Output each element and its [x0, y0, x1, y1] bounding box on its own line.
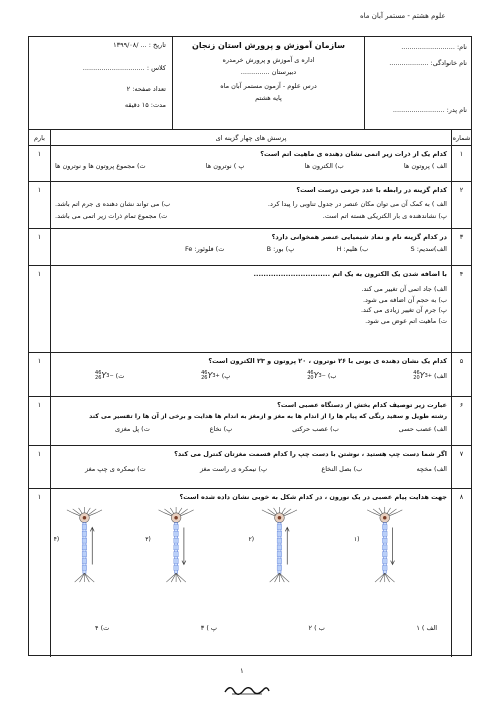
option-a[interactable]: الف) جاد اتمی آن تغییر می کند.: [361, 285, 447, 293]
question-body: [55, 149, 447, 171]
neuron-figures: [53, 506, 447, 584]
option-label: ب): [327, 372, 337, 380]
exam-title: درس علوم - آزمون مستمر آبان ماه: [220, 82, 317, 90]
option-a[interactable]: الف) مخچه: [416, 465, 447, 473]
date-label: تاریخ :: [148, 41, 166, 49]
surname-field: نام خانوادگی: ...................: [389, 59, 467, 67]
option-b[interactable]: ب) بصل النخاع: [321, 465, 363, 473]
myelin-segment: [382, 545, 387, 550]
question-text: اگر شما دست چپ هستید ، نوشتن با دست چپ را کدام قسمت مغزتان کنترل می کند؟: [174, 450, 447, 458]
myelin-segment: [277, 545, 282, 550]
myelin-segment: [174, 559, 179, 564]
ion-formula: 46 20 Y 3+: [413, 370, 432, 381]
question-score: ۱: [29, 489, 51, 657]
option-a[interactable]: [413, 371, 447, 381]
class-field: کلاس : ..............................: [82, 64, 166, 72]
myelin-segment: [82, 525, 87, 530]
score-header: بارم: [29, 130, 51, 145]
exam-info: [29, 37, 172, 129]
options: [55, 211, 447, 221]
myelin-segment: [382, 538, 387, 543]
name-label: نام:: [456, 43, 467, 51]
myelin-segment: [382, 559, 387, 564]
question-row: [29, 146, 471, 182]
ion-formula: 46 20 Y 3−: [307, 370, 326, 381]
school-info: [172, 37, 364, 129]
option-c[interactable]: پ) جرم آن تغییر زیادی می کند.: [360, 306, 447, 314]
axon-terminal: [166, 573, 176, 582]
option-d[interactable]: ت) ۴: [95, 624, 110, 632]
options: [55, 464, 447, 474]
student-info: [364, 37, 471, 129]
page-number: ۱: [240, 667, 244, 675]
option-a[interactable]: الف ) ۱: [416, 624, 437, 632]
figure-number: (۱: [353, 537, 360, 544]
question-body: [55, 400, 447, 434]
axon-terminal: [385, 573, 395, 582]
question-body: [55, 492, 447, 653]
question-text: کدام گزینه در رابطه با عدد جرمی درست است؟: [296, 186, 447, 194]
question-score: ۱: [29, 397, 51, 445]
options: [55, 284, 447, 326]
class-label: کلاس :: [146, 64, 166, 72]
date-value: ... /۱۳۹۹/۰۸: [113, 41, 147, 49]
question-text: کدام یک نشان دهنده ی یونی با ۲۶ نوترون ، ۲۰ پروتون و ۲۳ الکترون است؟: [208, 357, 447, 365]
option-d[interactable]: ت) مجموع تمام ذرات زیر اتمی می باشد.: [55, 212, 168, 220]
question-text: در کدام گزینه نام و نماد شیمیایی عنصر همخوانی دارد؟: [271, 233, 447, 241]
figure-number: (۳: [145, 537, 151, 544]
question-score: ۱: [29, 229, 51, 265]
axon-terminal: [176, 573, 186, 582]
option-d[interactable]: [95, 371, 124, 381]
option-b[interactable]: ب ) ۲: [308, 624, 325, 632]
father-field: نام پدر: .........................: [392, 106, 467, 114]
question-row: [29, 266, 471, 353]
question-number: ۳: [451, 229, 471, 265]
option-b[interactable]: ب) هلیم: H: [336, 245, 369, 253]
axon-terminal: [84, 573, 89, 582]
nucleus: [278, 516, 282, 520]
question-number: ۶: [451, 397, 471, 445]
axon-terminal: [270, 573, 280, 582]
axon-terminal: [279, 573, 284, 582]
question-number: ۱: [451, 146, 471, 181]
myelin-segment: [382, 525, 387, 530]
myelin-segment: [174, 538, 179, 543]
question-text: جهت هدایت پیام عصبی در یک نورون ، در کدام شکل به خوبی نشان داده شده است؟: [179, 493, 447, 501]
myelin-segment: [382, 565, 387, 570]
exam-header: [29, 37, 471, 130]
option-a[interactable]: الف) عصب حسی: [398, 425, 447, 433]
question-description: رشته طویل و سفید رنگی که پیام ها را از اندام ها به مغز و ازمغز به اندام ها هدایت و برخی از آن ها را تفسیر می کند: [89, 413, 447, 420]
myelin-segment: [382, 552, 387, 557]
myelin-segment: [82, 531, 87, 536]
myelin-segment: [277, 552, 282, 557]
option-c[interactable]: پ) نخاع: [209, 425, 233, 433]
question-body: [55, 449, 447, 474]
option-c[interactable]: پ) بور: B: [266, 245, 295, 253]
question-text: کدام یک از ذرات زیر اتمی نشان دهنده ی ماهیت اتم است؟: [260, 150, 447, 158]
question-text: با اضافه شدن یک الکترون به یک اتم ...............................: [253, 270, 447, 278]
option-c[interactable]: پ) نیمکره ی راست مغز: [199, 465, 268, 473]
question-score: ۱: [29, 266, 51, 352]
page-count: تعداد صفحه: ۲: [126, 85, 166, 93]
options: [55, 161, 447, 171]
number-header: شماره: [451, 130, 471, 145]
option-c[interactable]: پ ) نوترون ها: [205, 162, 245, 170]
axon-terminal: [385, 573, 390, 582]
father-label: نام پدر:: [446, 106, 467, 114]
option-c[interactable]: [201, 371, 230, 381]
myelin-segment: [82, 552, 87, 557]
myelin-segment: [174, 525, 179, 530]
option-label: ت): [115, 372, 125, 380]
school-field: دبیرستان ..............: [240, 68, 297, 76]
myelin-segment: [174, 545, 179, 550]
surname-label: نام خانوادگی:: [430, 59, 467, 67]
school-label: دبیرستان: [271, 68, 297, 76]
axon-terminal: [84, 573, 94, 582]
question-number: ۴: [451, 266, 471, 352]
myelin-segment: [277, 559, 282, 564]
option-d[interactable]: ت) فلوئور: Fe: [185, 245, 225, 253]
question-text: عبارت زیر توصیف کدام بخش از دستگاه عصبی است؟: [277, 401, 447, 409]
option-d[interactable]: ت) مجموع پروتون ها و نوترون ها: [55, 162, 146, 170]
option-a[interactable]: الف)سدیم: S: [410, 245, 447, 253]
nucleus: [83, 516, 87, 520]
option-c[interactable]: پ) نشاندهنده ی بار الکتریکی هسته اتم است.: [322, 212, 447, 220]
question-row: [29, 446, 471, 489]
neuron-options: [55, 624, 447, 632]
axon-terminal: [279, 573, 289, 582]
question-score: ۱: [29, 353, 51, 396]
date-field: [35, 41, 166, 50]
nucleus: [174, 516, 178, 520]
axon-terminal: [75, 573, 85, 582]
question-body: [55, 185, 447, 221]
nucleus: [383, 516, 387, 520]
option-b[interactable]: ب) الکترون ها: [304, 162, 344, 170]
question-body: [55, 356, 447, 381]
ion-formula: 46 26 Y 3−: [95, 370, 114, 381]
options: [55, 244, 447, 254]
myelin-segment: [382, 531, 387, 536]
option-d[interactable]: ت) پل مغزی: [115, 425, 150, 433]
myelin-segment: [82, 538, 87, 543]
myelin-segment: [277, 531, 282, 536]
options: [55, 424, 447, 434]
signature-logo: [222, 682, 272, 696]
myelin-segment: [82, 545, 87, 550]
org-title: سازمان آموزش و پرورش استان زنجان: [191, 41, 346, 50]
question-row: [29, 182, 471, 229]
department: اداره ی آموزش و پرورش خرمدره: [222, 56, 315, 64]
question-row: [29, 489, 471, 657]
axon-terminal: [171, 573, 176, 582]
option-b[interactable]: [307, 371, 336, 381]
duration: مدت: ۱۵ دقیقه: [124, 101, 166, 109]
option-d[interactable]: ت) ماهیت اتم عوض می شود.: [365, 316, 447, 325]
option-label: پ): [221, 372, 231, 380]
axon-terminal: [176, 573, 181, 582]
table-header: [29, 130, 471, 146]
myelin-segment: [82, 559, 87, 564]
question-score: ۱: [29, 446, 51, 488]
question-number: ۵: [451, 353, 471, 396]
options: [55, 371, 447, 381]
questions-header: پرسش های چهار گزینه ای: [215, 134, 287, 142]
ion-formula: 46 26 Y 3+: [201, 370, 220, 381]
option-c[interactable]: پ ) ۳: [200, 624, 218, 632]
question-number: ۲: [451, 182, 471, 228]
axon-terminal: [79, 573, 84, 582]
grade: پایه هشتم: [255, 94, 282, 102]
name-field: نام: ..........................: [401, 43, 467, 51]
question-row: [29, 229, 471, 266]
question-score: ۱: [29, 182, 51, 228]
myelin-segment: [174, 531, 179, 536]
question-score: ۱: [29, 146, 51, 181]
myelin-segment: [277, 525, 282, 530]
question-number: ۸: [451, 489, 471, 657]
myelin-segment: [277, 565, 282, 570]
figure-number: (۴: [53, 537, 59, 544]
option-d[interactable]: ت) نیمکره ی چپ مغز: [85, 465, 146, 473]
question-row: [29, 353, 471, 397]
question-number: ۷: [451, 446, 471, 488]
exam-sheet: [28, 36, 472, 656]
myelin-segment: [174, 565, 179, 570]
options: [55, 199, 447, 209]
question-body: [55, 269, 447, 326]
axon-terminal: [375, 573, 385, 582]
myelin-segment: [277, 538, 282, 543]
question-row: [29, 397, 471, 446]
axon-terminal: [274, 573, 279, 582]
question-body: [55, 232, 447, 254]
option-b[interactable]: ب) می تواند نشان دهنده ی جرم اتم باشد.: [55, 200, 171, 208]
myelin-segment: [82, 565, 87, 570]
figure-number: (۲: [248, 537, 254, 544]
option-label: الف): [433, 372, 447, 380]
option-b[interactable]: ب) به حجم آن اضافه می شود.: [362, 295, 447, 304]
axon-terminal: [380, 573, 385, 582]
option-a[interactable]: الف ) به کمک آن می توان مکان عنصر در جدول تناوبی را پیدا کرد.: [267, 200, 447, 208]
top-line: علوم هشتم - مستمر آبان ماه: [360, 12, 446, 20]
myelin-segment: [174, 552, 179, 557]
option-a[interactable]: الف ) پروتون ها: [403, 162, 447, 170]
option-b[interactable]: ب) عصب حرکتی: [292, 425, 339, 433]
